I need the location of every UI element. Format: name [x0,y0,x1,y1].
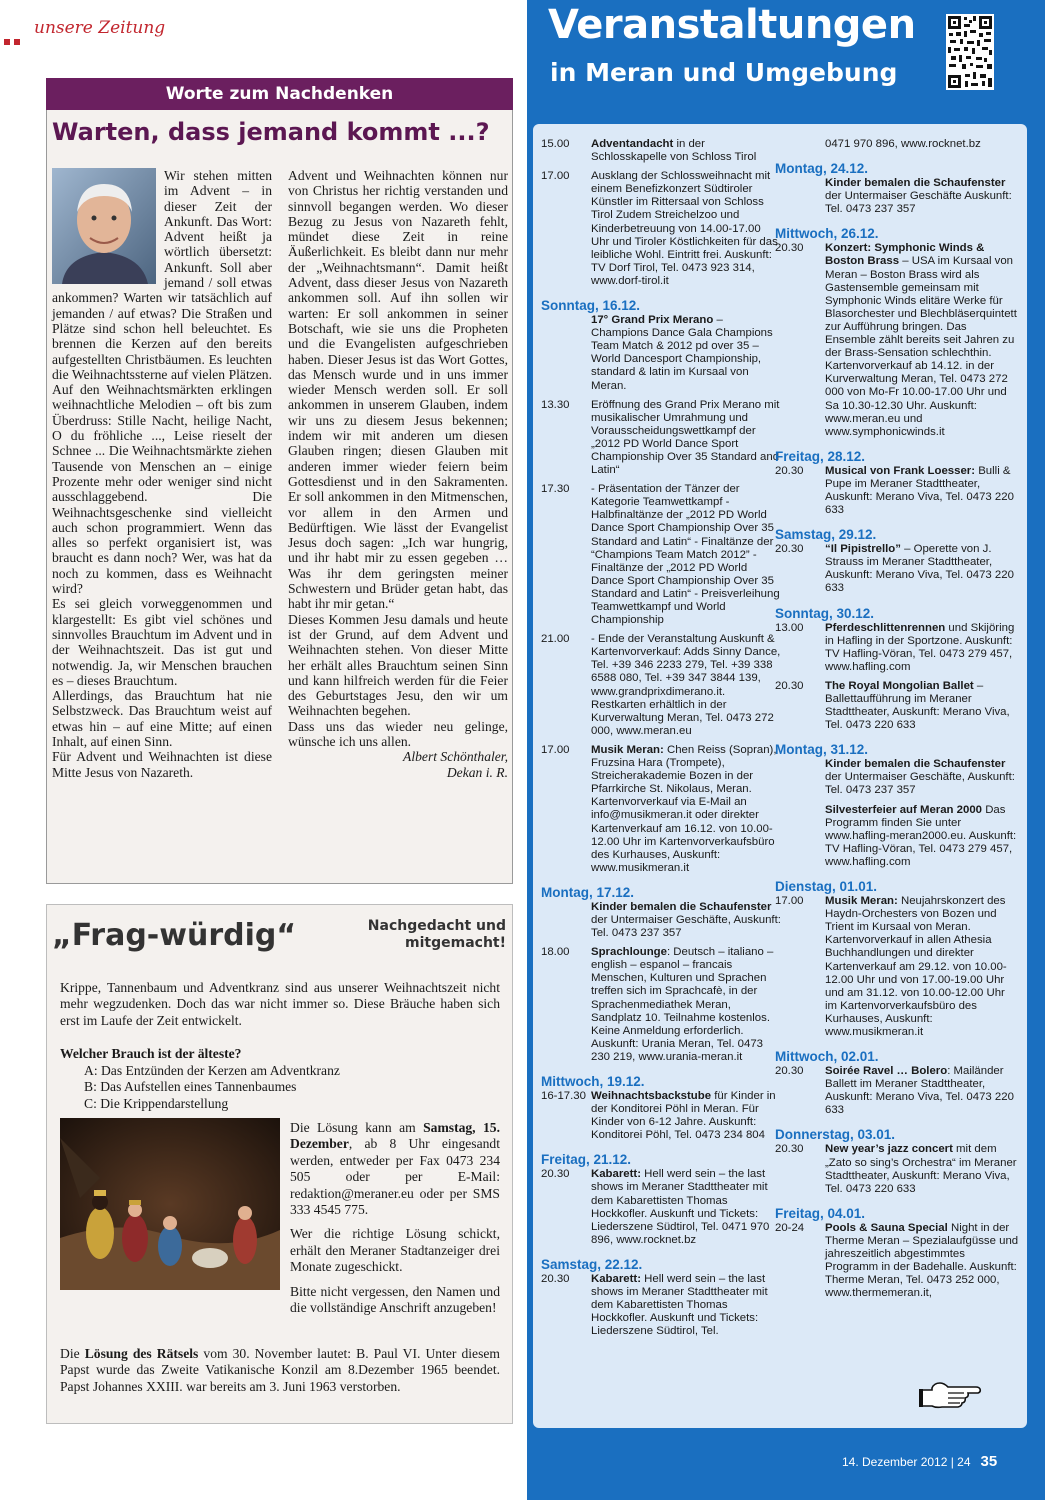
event-details: : Deutsch – italiano – english – espanol – francais Menschen, Kulturen und Sprachen treffen sich im Sprachcafè, in der Sprachenmediathek Meran, Sandplatz 10. Teilnahme kostenlos. Keine Anmeldung erforderlich. Auskunft: Urania Meran, Tel. 0473 230 219, www.urania-meran.it [591,946,774,1063]
event-entry [541,399,781,478]
event-time [775,138,825,151]
quiz-previous-answer [60,1346,500,1395]
event-details: Bulli & Pupe im Meraner Stadttheater, Auskunft: Merano Viva, Tel. 0473 220 633 [825,464,1014,517]
event-entry [775,138,1020,151]
event-entry [775,1065,1020,1117]
event-description [591,138,781,164]
event-name: Pools & Sauna Special [825,1221,948,1234]
event-day-heading: Freitag, 21.12. [541,1152,632,1168]
event-spacer [775,1039,1020,1045]
event-details: Ausklang der Schlossweihnacht mit einem Benefizkonzert Südtiroler Künstler im Rittersaal von Schloss Tirol Zudem Streichelzoo und Kinderbetreuung von 14.00-17.00 Uhr und Tiroler Köstlichkeiten für das leibliche Wohl. Eintritt frei. Auskunft: TV Dorf Tirol, Tel. 0473 923 314, www.dorf-tirol.it [591,170,778,287]
event-details: Neujahrskonzert des Haydn-Orchesters von Bozen und Trient im Kursaal von Meran. Kartenvorverkauf in allen Athesia Buchhandlungen und direkter Kartenverkauf am 29.12. von 10.00-12.00 Uhr und von 17.00-19.00 Uhr und am 31.12. von 10.00-12.00 Uhr im Kartenvorverkaufsbüro des Kurhauses, Auskunft: www.musikmeran.it [825,895,1007,1038]
event-time: 15.00 [541,138,570,150]
event-name: 17° Grand Prix Merano [591,314,714,327]
event-time: 17.30 [541,483,570,496]
reflection-paragraph: Dass uns das wieder neu gelinge, wünsche ich uns allen. [288,718,508,749]
event-spacer [775,869,1020,875]
event-day-heading: Mittwoch, 02.01. [775,1049,879,1065]
event-entry [541,314,781,393]
event-name: Kabarett: [591,1168,642,1181]
event-day-heading: Donnerstag, 03.01. [775,1127,896,1143]
event-entry [775,177,1020,216]
event-spacer [541,1064,781,1070]
event-description [591,633,781,738]
reflection-paragraph: Für Advent und Weihnachten ist diese Mitte Jesus von Nazareth. [52,749,272,780]
event-details: - Ende der Veranstaltung Auskunft & Kartenvorverkauf: Adds Sinny Dance, Tel. +39 346 2233 279, Tel. +39 338 6588 080, Tel. +39 347 3844 139, www.grandprixdimerano.it. Restkarten erhältlich in der Kurverwaltung Meran, Tel. 0473 272 000, www.meran.eu [591,633,781,737]
event-name: Kinder bemalen die Schaufenster [825,177,1006,190]
event-time: 18.00 [541,946,570,959]
event-description [825,622,1020,674]
event-day-heading: Samstag, 29.12. [775,527,877,543]
quiz-subtitle-line1: Nachgedacht und [367,918,506,934]
event-entry [775,804,1020,869]
reflection-paragraph: Es sei gleich vorweggenommen und klargestellt: Es gibt viel schönes und sinnvolles Brauchtum im Advent und in der Weihnachtszeit. Das ist gut und notwendig. Ja, wir Menschen brauchen es – dieses Brauchtum. [52,596,272,688]
event-spacer [541,875,781,881]
page-footer [842,1453,997,1470]
event-description [825,242,1020,438]
reflection-paragraph: Wir stehen mitten im Advent – in dieser Zeit der Ankunft. Das Wort: Advent heißt ja wörtlich übersetzt: Ankunft. Soll aber jemand / soll etwas ankommen? Warten wir tatsächlich auf jemanden / auf etwas? Die Straßen und Plätze sind schon hell beleuchtet. Es brennen die Kerzen auf den bereits aufgestellten Christbäumen. Es leuchten die Weihnachtssterne auf vielen Plätzen. Auf den Weihnachtsmärkten erklingen weihnachtliche Melodien – oft bis zum Überdruss: Stille Nacht, heilige Nacht, O du fröhliche ..., Leise rieselt der Schnee ... Die Weihnachtsmärkte ziehen Tausende von Menschen an – einige Prozente mehr oder weniger sind nicht ausschlaggebend. Die Weihnachtsgeschenke sind vielleicht auch schon programmiert. Wenn das alles so perfekt organisiert ist, was braucht es dann noch? Wer, was hat da noch zu kommen, dass es Weihnacht wird? [52,168,272,597]
event-details: für Kinder in der Konditorei Pöhl in Meran. Für Kinder von 6-12 Jahre. Auskunft: Konditorei Pöhl, Tel. 0473 234 804 [591,1090,776,1142]
reflection-paragraph: Advent und Weihnachten können nur von Christus her richtig verstanden und sinnvoll begangen werden. Wo dieser Bezug zu Jesus von Nazareth fehlt, mündet diese Zeit in reine Äußerlichkeit. Es bleibt dann nur mehr der „Weihnachtsmann“. Damit heißt Advent, dass dieser Jesus von Nazareth ankommen soll. Auf ihn sollen wir warten: Er soll ankommen in seiner Botschaft, wie sie uns die Propheten und die Evangelisten aufgeschrieben haben. Dieser Jesus ist das Wort Gottes, das Mensch wurde und in uns immer wieder Mensch werden soll. Er soll ankommen in unserem Glauben, indem wir uns zu diesem Jesus bekennen; indem wir mit anderen um diesen Glauben ringen; diesen Glauben mit anderen immer wieder feiern beim Gottesdienst und in den Sakramenten. Er soll ankommen in den Mitmenschen, vor allem in den Armen und Bedürftigen. Wie lässt der Evangelist Jesus doch sagen: „Ich war hungrig, und ihr habt mir zu essen gegeben … Was ihr dem geringsten meiner Schwestern und Brüder getan habt, das habt ihr mir getan.“ [288,168,508,612]
quiz-reminder: Bitte nicht vergessen, den Namen und die vollständige Anschrift anzugeben! [290,1283,500,1316]
event-entry [775,622,1020,674]
qr-code-icon[interactable] [946,14,994,90]
event-name: Kinder bemalen die Schaufenster [591,900,772,913]
event-details: der Untermaiser Geschäfte, Auskunft: Tel. 0473 237 357 [591,913,781,940]
event-time: 17.00 [775,895,804,908]
event-time: 17.00 [541,743,570,756]
pointing-hand-icon [918,1380,982,1410]
event-entry [775,1222,1020,1301]
event-details: Chen Reiss (Sopran), Fruzsina Hara (Trompete), Streicherakademie Bozen in der Pfarrkirche St. Nikolaus, Meran. Kartenvorverkauf via E-Mail an info@musikmeran.it oder direkter Kartenverkauf am 16.12. von 10.00-12.00 Uhr im Kartenvorverkaufsbüro des Kurhauses, Auskunft: www.musikmeran.it [591,743,777,874]
quiz-prize: Wer die richtige Lösung schickt, erhält den Meraner Stadtanzeiger drei Monate zugeschickt. [290,1226,500,1275]
event-entry [541,946,781,1064]
event-name: Sprachlounge [591,946,667,959]
event-spacer [541,1142,781,1148]
quiz-subtitle [346,918,506,952]
event-day-heading: Montag, 24.12. [775,161,869,177]
event-spacer [775,732,1020,738]
event-time: 20.30 [775,464,804,477]
author-portrait [52,168,156,284]
event-time [775,758,825,797]
event-description [825,1065,1020,1117]
author-role: Dekan i. R. [446,764,508,780]
event-details: 0471 970 896, www.rocknet.bz [825,138,981,150]
reflection-paragraph: Dieses Kommen Jesu damals und heute ist der Grund, auf dem Advent und Weihnachten stehen. Von dieser Mitte her erhält alles Brauchtum seinen Sinn und kann hilfreich werden für die Feier des Geburtstages Jesu, den wir um Weihnachten begehen. [288,611,508,719]
event-name: Soirée Ravel … Bolero [825,1065,948,1078]
event-description [825,1143,1020,1195]
quiz-answer-bold: Lösung des Rätsels [84,1346,199,1361]
event-name: Weihnachtsbackstube [591,1090,712,1102]
event-spacer [775,596,1020,602]
events-title: Veranstaltungen [548,2,916,48]
event-details: Hell werd sein – the last shows im Meraner Stadttheater mit dem Kabarettisten Thomas Hockkofler. Auskunft und Tickets: Liederszene Südtirol, Tel. 0471 970 896, www.rocknet.bz [591,1168,770,1246]
event-description [591,946,781,1064]
event-time: 20.30 [775,1143,804,1156]
event-description [591,1273,781,1338]
event-description [591,1090,781,1142]
event-details: der Untermaiser Geschäfte Auskunft: Tel. 0473 237 357 [825,190,1012,216]
event-entry [775,895,1020,1039]
event-spacer [775,1117,1020,1123]
quiz-intro: Krippe, Tannenbaum und Adventkranz sind aus unserer Weihnachtszeit nicht mehr wegzudenken. Doch das war nicht immer so. Diese Bräuche haben sich erst im Laufe der Zeit entwickelt. [60,980,500,1028]
event-time: 20.30 [541,1272,570,1285]
event-name: The Royal Mongolian Ballet [825,679,974,692]
event-description [591,170,781,288]
event-spacer [775,1300,1020,1306]
reflection-column-b [288,168,508,780]
event-description [825,758,1020,797]
event-day-heading: Mittwoch, 19.12. [541,1074,645,1089]
event-spacer [541,1247,781,1253]
event-entry [541,744,781,875]
quiz-submission-pre: Die Lösung kann am [290,1120,424,1135]
event-details: : Mailänder Ballett im Meraner Stadttheater, Auskunft: Merano Viva, Tel. 0473 220 633 [825,1065,1014,1117]
event-details: - Präsentation der Tänzer der Kategorie Teamwettkampf - Halbfinaltänze der „2012 PD World Dance Sport Championship Over 35 Standard and Latin“ - Finaltänze der “Champions Team Match 2012” - Finaltänze der „2012 PD World Dance Sport Championship Over 35 Standard and Latin“ - Preisverleihung Teamwettkampf und World Championship [591,483,780,627]
event-description [591,399,781,478]
event-time [775,804,825,869]
reflection-paragraph: Allerdings, das Brauchtum hat nie Selbstzweck. Das Brauchtum weist auf etwas hin – auf eine Mitte; auf einen Inhalt, auf einen Sinn. [52,688,272,749]
event-details: mit dem „Zato so sing’s Orchestra“ im Meraner Stadttheater, Auskunft: Merano Viva, Tel. 0473 220 633 [825,1143,1017,1195]
event-name: Musik Meran: [825,895,898,908]
event-details: und Skijöring in Hafling in der Sportzone. Auskunft: TV Hafling-Vöran, Tel. 0473 279 457, www.hafling.com [825,621,1015,673]
quiz-answer-pre: Die [60,1346,85,1361]
event-entry [775,543,1020,595]
quiz-options [84,1063,504,1112]
event-day-heading: Mittwoch, 26.12. [775,226,879,242]
event-spacer [775,439,1020,445]
event-entry [775,680,1020,732]
quiz-solution-info [290,1120,500,1324]
event-time: 17.00 [541,170,570,183]
event-description [825,543,1020,595]
event-name: Pferdeschlittenrennen [825,621,946,634]
event-details: Das Programm finden Sie unter www.hafling-meran2000.eu. Auskunft: TV Hafling-Vöran, Tel. 0473 279 457, www.hafling.com [825,803,1017,868]
event-details: – Ballettaufführung im Meraner Stadttheater, Auskunft: Merano Viva, Tel. 0473 220 633 [825,679,1010,732]
event-time: 16-17.30 [541,1090,586,1102]
event-entry [541,1168,781,1247]
quiz-submission [290,1120,500,1218]
reflection-column-a [52,168,272,780]
event-spacer [541,1338,781,1344]
event-name: Konzert: Symphonic Winds & Boston Brass [825,242,985,268]
event-time: 20.30 [541,1168,570,1181]
event-details: in der Schlosskapelle von Schloss Tirol [591,138,757,164]
event-time: 20.30 [775,242,804,255]
event-details: Hell werd sein – the last shows im Meraner Stadttheater mit dem Kabarettisten Thomas Hockkofler. Auskunft und Tickets: Liederszene Südtirol, Tel. [591,1272,768,1338]
event-time [541,901,591,940]
page-number: 35 [980,1453,998,1470]
events-column-left [541,138,781,1344]
event-details: der Untermaiser Geschäfte, Auskunft: Tel. 0473 237 357 [825,771,1015,797]
event-time: 20-24 [775,1221,805,1234]
quiz-option: C: Die Krippendarstellung [84,1095,229,1111]
event-time: 20.30 [775,679,804,692]
quiz-question: Welcher Brauch ist der älteste? [60,1046,242,1061]
event-details: Eröffnung des Grand Prix Merano mit musikalischer Umrahmung und Vorausscheidungswettkampf der „2012 PD World Dance Sport Championship Over 35 Standard and Latin“ [591,398,780,477]
event-details: – Operette von J. Strauss im Meraner Stadttheater, Auskunft: Merano Viva, Tel. 0473 220 633 [825,543,1014,595]
event-day-heading: Sonntag, 30.12. [775,605,875,621]
event-day-heading: Freitag, 28.12. [775,448,866,464]
event-time: 20.30 [775,1065,804,1078]
quiz-option: B: Das Aufstellen eines Tannenbaumes [84,1079,297,1095]
event-entry [775,465,1020,517]
event-spacer [775,216,1020,222]
event-details: Night in der Therme Meran – Spezialaufgüsse und jahreszeitlich abgestimmtes Programm in der Badehalle. Auskunft: Therme Meran, Tel. 0473 252 000, www.thermemeran.it, [825,1221,1019,1300]
event-entry [541,170,781,288]
event-name: Adventandacht [591,138,674,150]
event-description [825,680,1020,732]
event-description [825,177,1020,216]
event-day-heading: Samstag, 22.12. [541,1256,643,1272]
event-time: 13.00 [775,621,804,634]
event-time: 21.00 [541,633,570,646]
event-name: New year’s jazz concert [825,1143,953,1156]
event-name: Musik Meran: [591,743,664,756]
author-name: Albert Schönthaler, [403,749,508,765]
brand-logo: unsere Zeitung [34,18,166,38]
event-description [591,1168,781,1247]
event-entry [541,1090,781,1142]
event-day-heading: Dienstag, 01.01. [775,879,878,895]
event-name: Kinder bemalen die Schaufenster [825,758,1006,771]
event-details: – Champions Dance Gala Champions Team Match & 2012 pd over 35 – World Dancesport Championship, standard & latin im Kursaal von Meran. [591,314,773,392]
events-column-right [775,138,1020,1306]
quiz-submission-date: Samstag, 15. Dezember [290,1120,500,1152]
event-name: Silvesterfeier auf Meran 2000 [825,803,983,816]
event-entry [541,633,781,738]
event-spacer [775,151,1020,157]
event-day-heading: Montag, 31.12. [775,742,869,758]
event-description [591,901,781,940]
event-description [591,314,781,393]
event-description [825,465,1020,517]
event-entry [541,1273,781,1338]
event-entry [775,1143,1020,1195]
event-entry [541,138,781,164]
event-name: “Il Pipistrello” [825,543,901,556]
quiz-submission-post: , ab 8 Uhr eingesandt werden, entweder per Fax 0473 234 505 oder per E-Mail: redaktion@meraner.eu oder per SMS 333 4545 775. [290,1136,500,1218]
quiz-option: A: Das Entzünden der Kerzen am Adventkranz [84,1063,340,1078]
footer-date: 14. Dezember 2012 | 24 [842,1455,971,1469]
event-spacer [775,1196,1020,1202]
reflection-title: Warten, dass jemand kommt ...? [52,118,490,146]
event-description [825,804,1020,869]
event-day-heading: Freitag, 04.01. [775,1205,866,1221]
quiz-subtitle-line2: mitgemacht! [405,935,506,951]
event-time [775,177,825,216]
event-name: Musical von Frank Loesser: [825,464,976,477]
event-name: Kabarett: [591,1272,642,1285]
event-description [591,483,781,627]
nativity-photo [60,1118,280,1290]
event-time: 13.30 [541,398,570,411]
event-entry [775,242,1020,438]
event-entry [541,901,781,940]
event-time: 20.30 [775,543,804,556]
event-description [825,895,1020,1039]
events-subtitle: in Meran und Umgebung [550,58,898,87]
event-time [541,314,591,393]
brand-dots [4,30,26,36]
event-spacer [775,517,1020,523]
event-details: – USA im Kursaal von Meran – Boston Brass wird als Gastensemble gemeinsam mit Symphonic Winds elitäre Werke für Blasorchester und Blechbläserquintett zur Aufführung bringen. Das Ensemble zählt bereits seit Jahren zu der Brass-Sensation schlechthin. Kartenvorverkauf ab 14.12. in der Kurverwaltung Meran, Tel. 0473 272 000 von Mo-Fr 10.00-17.00 Uhr und Sa 10.30-12.30 Uhr. Auskunft: www.meran.eu und www.symphonicwinds.it [825,255,1017,438]
reflection-section-bar: Worte zum Nachdenken [46,78,513,110]
quiz-answer-post: vom 30. November lautet: B. Paul VI. Unter diesem Papst wurde das Zweite Vatikanische Konzil am 8.Dezember 1965 beendet. Papst Johannes XXIII. war bereits am 3. Juni 1963 verstorben. [60,1346,500,1394]
event-description [825,138,1020,151]
event-entry [541,483,781,627]
quiz-title: „Frag-würdig“ [52,918,297,953]
event-description [591,744,781,875]
event-day-heading: Sonntag, 16.12. [541,298,641,314]
event-description [825,1222,1020,1301]
event-entry [775,758,1020,797]
event-spacer [541,288,781,294]
event-day-heading: Montag, 17.12. [541,884,635,900]
